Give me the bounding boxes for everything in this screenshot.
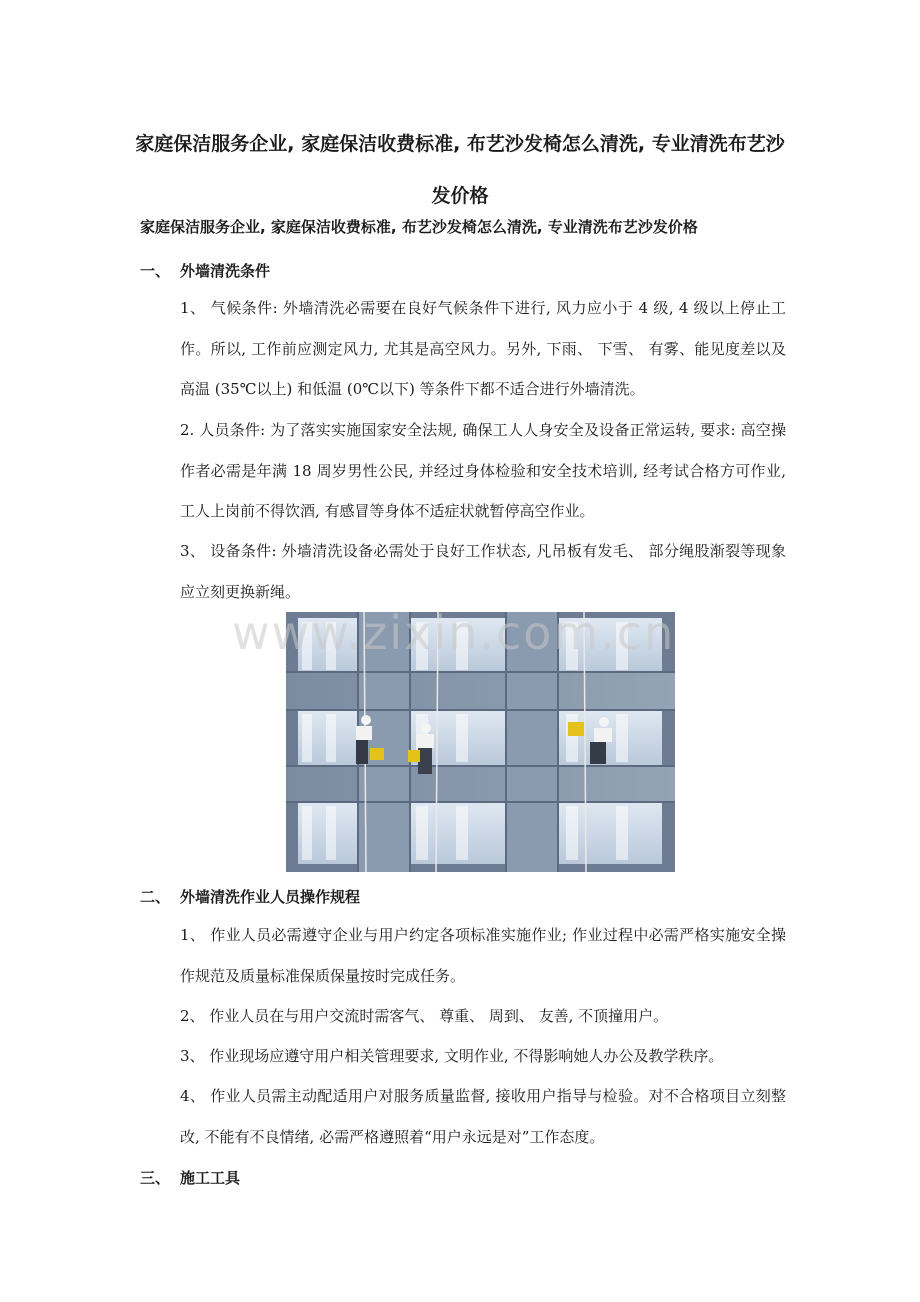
building-facade-illustration <box>286 612 675 872</box>
watermark-text: www.zixin.com.cn <box>232 606 676 660</box>
section-heading-2 <box>140 886 360 907</box>
paragraph-1-2: 2. 人员条件: 为了落实实施国家安全法规, 确保工人人身安全及设备正常运转, 要求: 高空操作者必需是年满 18 周岁男性公民, 并经过身体检验和安全技术培训, 经考试合格方可作业, 工人上岗前不得饮酒, 有感冒等身体不适症状就暂停高空作业。 <box>180 421 786 520</box>
section-number: 三、 <box>140 1169 171 1187</box>
paragraph-1-3: 3、 设备条件: 外墙清洗设备必需处于良好工作状态, 凡吊板有发毛、 部分绳股渐裂等现象应立刻更换新绳。 <box>180 542 786 601</box>
section-heading-1 <box>140 260 270 281</box>
paragraph-2-3: 3、 作业现场应遵守用户相关管理要求, 文明作业, 不得影响她人办公及教学秩序。 <box>180 1047 724 1065</box>
document-subtitle: 家庭保洁服务企业, 家庭保洁收费标准, 布艺沙发椅怎么清洗, 专业清洗布艺沙发价格 <box>140 218 698 236</box>
section-number: 一、 <box>140 262 171 280</box>
document-title: 家庭保洁服务企业, 家庭保洁收费标准, 布艺沙发椅怎么清洗, 专业清洗布艺沙发价格 <box>135 133 785 207</box>
section-title: 外墙清洗作业人员操作规程 <box>180 888 361 906</box>
section-title: 外墙清洗条件 <box>180 262 271 280</box>
window-cleaners-photo <box>286 612 675 872</box>
paragraph-2-1: 1、 作业人员必需遵守企业与用户约定各项标准实施作业; 作业过程中必需严格实施安全操作规范及质量标准保质保量按时完成任务。 <box>180 926 786 985</box>
section-number: 二、 <box>140 888 171 906</box>
paragraph-1-1: 1、 气候条件: 外墙清洗必需要在良好气候条件下进行, 风力应小于 4 级, 4 级以上停止工作。所以, 工作前应测定风力, 尤其是高空风力。另外, 下雨、 下雪、 有雾、能见度差以及高温 (35℃以上) 和低温 (0℃以下) 等条件下都不适合进行外墙清洗。 <box>180 299 786 398</box>
section-heading-3 <box>140 1167 240 1188</box>
paragraph-2-4: 4、 作业人员需主动配适用户对服务质量监督, 接收用户指导与检验。对不合格项目立刻整改, 不能有不良情绪, 必需严格遵照着“用户永远是对”工作态度。 <box>180 1087 786 1146</box>
paragraph-2-2: 2、 作业人员在与用户交流时需客气、 尊重、 周到、 友善, 不顶撞用户。 <box>180 1007 669 1025</box>
section-title: 施工工具 <box>180 1169 241 1187</box>
